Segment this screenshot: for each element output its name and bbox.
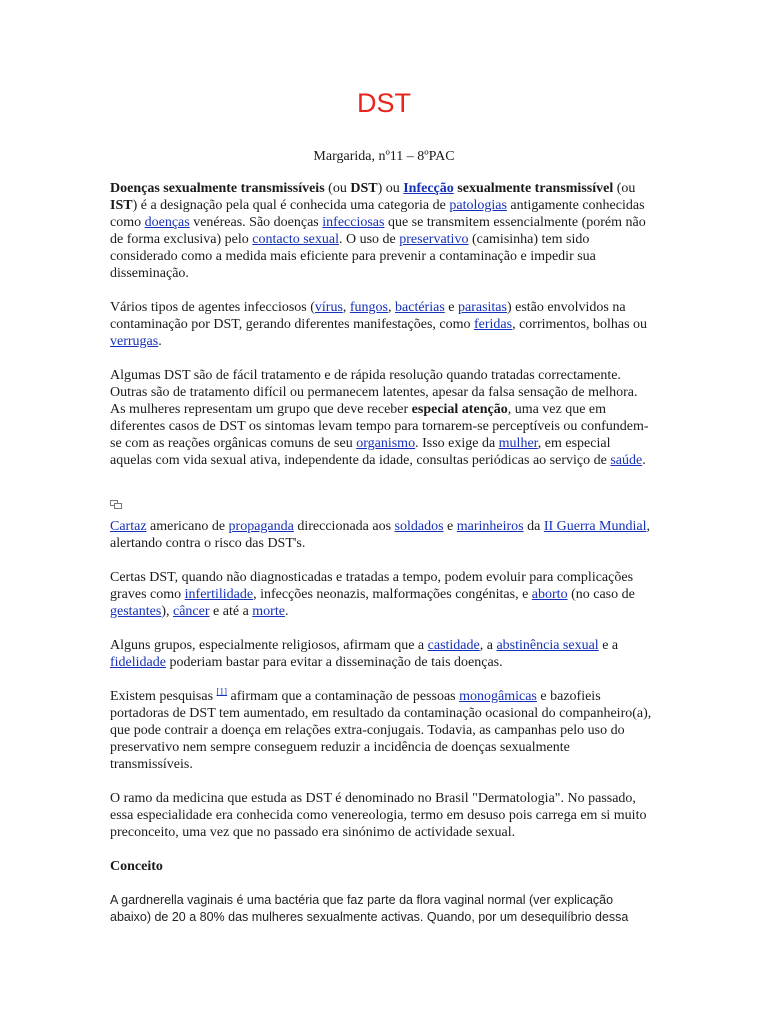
link-preservativo[interactable]: preservativo <box>399 232 469 247</box>
paragraph-intro: Doenças sexualmente transmissíveis (ou DST) ou Infecção sexualmente transmissível (ou IST) é a designação pela qual é conhecida uma categoria de patologias antigamente conhecidas como doenças venéreas. São doenças infecciosas que se transmitem essencialmente (porém não de forma exclusiva) pelo contacto sexual. O uso de preservativo (camisinha) tem sido considerado como a medida mais eficiente para prevenir a contaminação e impedir sua disseminação. <box>110 181 646 281</box>
link-saude[interactable]: saúde <box>610 453 643 468</box>
link-soldados[interactable]: soldados <box>394 519 444 534</box>
link-cartaz[interactable]: Cartaz <box>110 519 147 534</box>
paragraph-tratamento: Algumas DST são de fácil tratamento e de rápida resolução quando tratadas correctamente. Outras são de tratamento difícil ou permanecem latentes, apesar da falsa sensação de melhora. As mulheres representam um grupo que deve receber especial atenção, uma vez que em diferentes casos de DST os sintomas levam tempo para tornarem-se perceptíveis ou confundem-se com as reações orgânicas comuns de seu organismo. Isso exige da mulher, em especial aquelas com vida sexual ativa, independente da idade, consultas periódicas ao serviço de saúde. <box>110 368 649 468</box>
term-dst-full: Doenças sexualmente transmissíveis <box>110 181 325 196</box>
link-contacto-sexual[interactable]: contacto sexual <box>252 232 339 247</box>
term-dst: DST <box>350 181 378 196</box>
section-conceito <box>110 858 655 926</box>
document-body <box>110 180 655 926</box>
link-abstinencia-sexual[interactable]: abstinência sexual <box>496 638 599 653</box>
image-caption: Cartaz americano de propaganda direccionada aos soldados e marinheiros da II Guerra Mundial, alertando contra o risco das DST's. <box>110 519 650 551</box>
paragraph-grupos: Alguns grupos, especialmente religiosos, afirmam que a castidade, a abstinência sexual e a fidelidade poderiam bastar para evitar a disseminação de tais doenças. <box>110 638 619 670</box>
link-castidade[interactable]: castidade <box>427 638 480 653</box>
paragraph-pesquisas: Existem pesquisas [1] afirmam que a contaminação de pessoas monogâmicas e bazofieis portadoras de DST tem aumentado, em resultado da contaminação ocasional do companheiro(a), que pode contrair a doença em relações extra-conjugais. Todavia, as campanhas pelo uso do preservativo nem sempre conseguem reduzir a incidência de doenças sexualmente transmissíveis. <box>110 686 652 772</box>
link-aborto[interactable]: aborto <box>531 587 568 602</box>
link-marinheiros[interactable]: marinheiros <box>456 519 524 534</box>
link-gestantes[interactable]: gestantes <box>110 604 162 619</box>
image-placeholder-icon[interactable] <box>110 500 122 509</box>
link-infeccao[interactable]: Infecção <box>403 181 454 196</box>
page-title: DST <box>357 88 411 118</box>
link-feridas[interactable]: feridas <box>474 317 513 332</box>
link-cancer[interactable]: câncer <box>173 604 210 619</box>
section-heading: Conceito <box>110 859 163 874</box>
link-monogamicas[interactable]: monogâmicas <box>459 689 537 704</box>
link-virus[interactable]: vírus <box>314 300 343 315</box>
link-verrugas[interactable]: verrugas <box>110 334 159 349</box>
term-especial-atencao: especial atenção <box>411 402 508 417</box>
section-text: A gardnerella vaginais é uma bactéria que faz parte da flora vaginal normal (ver explicação abaixo) de 20 a 80% das mulheres sexualmente activas. Quando, por um desequilíbrio dessa <box>110 893 629 924</box>
link-organismo[interactable]: organismo <box>356 436 416 451</box>
paragraph-agentes: Vários tipos de agentes infecciosos (vírus, fungos, bactérias e parasitas) estão envolvidos na contaminação por DST, gerando diferentes manifestações, como feridas, corrimentos, bolhas ou verrugas. <box>110 300 648 349</box>
link-infecciosas[interactable]: infecciosas <box>322 215 385 230</box>
paragraph-ramo-medicina: O ramo da medicina que estuda as DST é denominado no Brasil "Dermatologia". No passado, essa especialidade era conhecida como venereologia, termo em desuso pois carrega em si muito preconceito, uma vez que no passado era sinónimo de actividade sexual. <box>110 791 647 840</box>
link-bacterias[interactable]: bactérias <box>395 300 445 315</box>
link-morte[interactable]: morte <box>252 604 285 619</box>
link-mulher[interactable]: mulher <box>498 436 538 451</box>
link-propaganda[interactable]: propaganda <box>228 519 294 534</box>
paragraph-complicacoes: Certas DST, quando não diagnosticadas e tratadas a tempo, podem evoluir para complicações graves como infertilidade, infecções neonazis, malformações congénitas, e aborto (no caso de gestantes), câncer e até a morte. <box>110 570 635 619</box>
link-patologias[interactable]: patologias <box>449 198 507 213</box>
link-ii-guerra-mundial[interactable]: II Guerra Mundial <box>543 519 647 534</box>
link-parasitas[interactable]: parasitas <box>457 300 507 315</box>
link-doencas[interactable]: doenças <box>144 215 190 230</box>
link-fidelidade[interactable]: fidelidade <box>110 655 166 670</box>
term-ist: IST <box>110 198 133 213</box>
author-line: Margarida, nº11 – 8ºPAC <box>313 149 455 164</box>
link-infertilidade[interactable]: infertilidade <box>184 587 254 602</box>
link-fungos[interactable]: fungos <box>349 300 389 315</box>
footnote-link-1[interactable]: [1] <box>216 686 228 697</box>
